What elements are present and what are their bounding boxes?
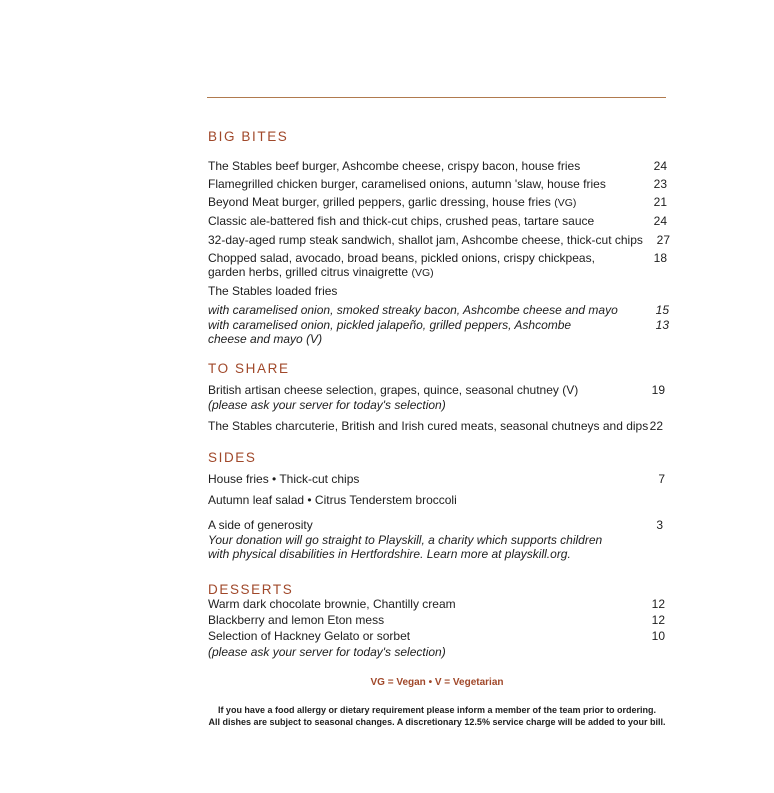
charity-note-continued: with physical disabilities in Hertfordshire. Learn more at playskill.org.	[208, 547, 571, 561]
menu-item-price: 19	[651, 383, 665, 397]
menu-option-price: 15	[655, 303, 669, 317]
menu-option-continued: cheese and mayo (V)	[208, 332, 323, 346]
menu-item-name: Selection of Hackney Gelato or sorbet	[208, 629, 411, 643]
menu-item-name: Flamegrilled chicken burger, caramelised onions, autumn 'slaw, house fries	[208, 177, 606, 191]
menu-item-price: 23	[653, 177, 667, 191]
dietary-legend: VG = Vegan • V = Vegetarian	[370, 677, 504, 688]
section-heading-sides: SIDES	[208, 450, 257, 465]
menu-option: with caramelised onion, smoked streaky bacon, Ashcombe cheese and mayo	[208, 303, 618, 317]
top-divider	[207, 97, 666, 98]
menu-item-note: (please ask your server for today's selection)	[208, 645, 446, 659]
menu-item-name: Autumn leaf salad • Citrus Tenderstem broccoli	[208, 493, 457, 507]
menu-item-price: 24	[653, 214, 667, 228]
dietary-tag: (VG)	[411, 267, 434, 279]
menu-item-name: Blackberry and lemon Eton mess	[208, 613, 385, 627]
menu-item-note: (please ask your server for today's selection)	[208, 398, 446, 412]
menu-item-name: The Stables charcuterie, British and Irish cured meats, seasonal chutneys and dips	[208, 419, 649, 433]
menu-item-name-continued	[208, 265, 434, 281]
menu-item-price: 18	[653, 251, 667, 265]
menu-item-price: 12	[651, 613, 665, 627]
menu-item-name: A side of generosity	[208, 518, 313, 532]
service-charge-notice: All dishes are subject to seasonal changes. A discretionary 12.5% service charge will be added to your bill.	[208, 717, 666, 727]
menu-item-price: 22	[649, 419, 663, 433]
menu-item-name: House fries • Thick-cut chips	[208, 472, 360, 486]
menu-item-name: Classic ale-battered fish and thick-cut chips, crushed peas, tartare sauce	[208, 214, 595, 228]
menu-item-price: 27	[656, 233, 670, 247]
menu-item-price: 10	[651, 629, 665, 643]
charity-note: Your donation will go straight to Playskill, a charity which supports children	[208, 533, 603, 547]
section-heading-to-share: TO SHARE	[208, 361, 290, 376]
menu-item-text: Beyond Meat burger, grilled peppers, garlic dressing, house fries	[208, 195, 551, 209]
dietary-tag: (VG)	[554, 197, 577, 209]
menu-item-name: Chopped salad, avocado, broad beans, pickled onions, crispy chickpeas,	[208, 251, 595, 265]
menu-item-price: 21	[653, 195, 667, 209]
menu-item-text: garden herbs, grilled citrus vinaigrette	[208, 265, 409, 279]
section-heading-desserts: DESSERTS	[208, 582, 294, 597]
menu-item-price: 12	[651, 597, 665, 611]
menu-item-name: The Stables loaded fries	[208, 284, 338, 298]
menu-item-price: 24	[653, 159, 667, 173]
menu-option: with caramelised onion, pickled jalapeño, grilled peppers, Ashcombe	[208, 318, 572, 332]
menu-item-name: 32-day-aged rump steak sandwich, shallot jam, Ashcombe cheese, thick-cut chips	[208, 233, 643, 247]
menu-option-price: 13	[655, 318, 669, 332]
menu-item-price: 3	[656, 518, 663, 532]
menu-item-name: British artisan cheese selection, grapes, quince, seasonal chutney (V)	[208, 383, 579, 397]
section-heading-big-bites: BIG BITES	[208, 129, 289, 144]
allergy-notice: If you have a food allergy or dietary requirement please inform a member of the team prior to ordering.	[217, 705, 657, 715]
menu-item-price: 7	[658, 472, 665, 486]
menu-item-name: The Stables beef burger, Ashcombe cheese, crispy bacon, house fries	[208, 159, 581, 173]
menu-item-name	[208, 195, 576, 211]
menu-item-name: Warm dark chocolate brownie, Chantilly cream	[208, 597, 456, 611]
